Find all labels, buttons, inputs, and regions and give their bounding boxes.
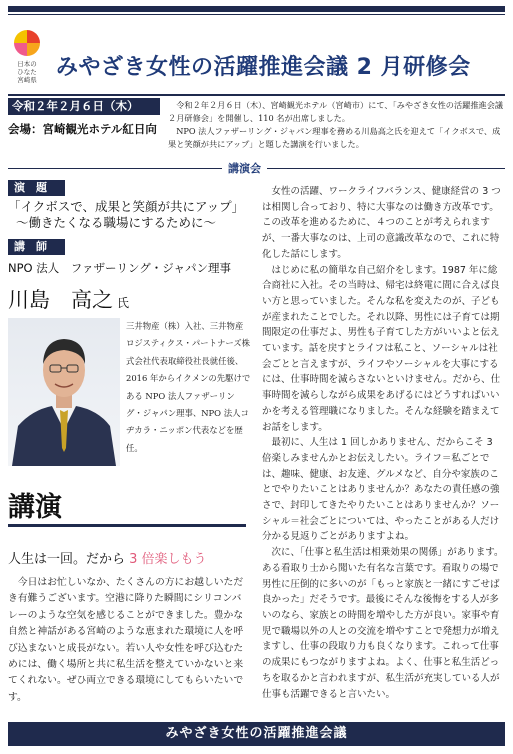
lecture-heading: 講演 xyxy=(8,492,62,523)
speaker-name: 川島 高之 xyxy=(8,288,113,312)
lecture-subheading xyxy=(8,548,207,567)
theme-line: 「イクボスで、成果と笑顔が共にアップ」 xyxy=(8,199,245,214)
title-rule xyxy=(8,94,505,96)
theme-subline: 〜働きたくなる職場にするために〜 xyxy=(16,215,217,230)
lecture-theme xyxy=(8,199,254,231)
logo-text: 日本の ひなた 宮崎県 xyxy=(17,60,37,84)
speaker-name-line xyxy=(8,284,129,314)
body-paragraph: 今日はお忙しいなか、たくさんの方にお越しいただき有難うございます。空港に降りた瞬間にシリコンバレーのような空気を感じることができました。豊かな自然と神話がある宮崎のような恵まれた環境に人を呼び込まないと成長がない。若い人や女性を呼び込むためには、働く場所と共に私生活を整えていかないと来てくれない。ぜひ両立できる環境にしてもらいたいです。 xyxy=(8,577,244,703)
section-label: 講演会 xyxy=(222,160,267,176)
right-column-text xyxy=(262,184,505,702)
intro-paragraph: NPO 法人ファザーリング・ジャパン理事を務める川島高之氏を迎えて「イクボスで、成果と笑顔が共にアップ」と題した講演を行いました。 xyxy=(168,126,501,149)
left-column-text xyxy=(8,575,246,706)
speaker-organization: NPO 法人 ファザーリング・ジャパン理事 xyxy=(8,261,232,275)
top-bar xyxy=(8,6,505,12)
body-paragraph: 女性の活躍、ワークライフバランス、健康経営の 3 つは相関し合っており、特に大事なのは働き方改革です。この改革を進めるために、４つのことが考えられますが、一番大事なのは、上司の意識改革なので、これに特化した話にします。 xyxy=(262,186,501,260)
intro-paragraph: 令和２年２月６日（木）、宮崎観光ホテル（宮崎市）にて、「みやざき女性の活躍推進会議２月研修会」を開催し、110 名が出席しました。 xyxy=(168,100,504,123)
subheading-highlight: 3 倍楽しもう xyxy=(129,552,207,567)
speaker-portrait-icon xyxy=(8,318,120,466)
top-rule xyxy=(8,14,505,15)
sun-logo-icon xyxy=(14,30,40,56)
footer-bar: みやざき女性の活躍推進会議 xyxy=(8,722,505,746)
body-paragraph: 次に、「仕事と私生活は相乗効果の関係」があります。ある看取り士から聞いた有名な言葉です。看取りの場で男性に圧倒的に多いのが「もっと家族と一緒にすごせば良かった」だそうです。最後にそんな後悔をする人が多いのなら、家族との時間を増やした方が良い。家事や育児で職場以外の人との交流を増やすことで発想力が増えますし、仕事の段取り力も良くなります。これって仕事の成果にもつながりますよね。よく、仕事と私生活どっちを取るかと言われますが、私生活が充実している人が仕事も活躍できると言いたい。 xyxy=(262,547,504,700)
speaker-photo xyxy=(8,318,120,466)
page-title: みやざき女性の活躍推進会議 2 月研修会 xyxy=(56,55,471,80)
event-venue: 会場：宮崎観光ホテル紅日向 xyxy=(8,122,157,136)
speaker-honorific: 氏 xyxy=(117,296,130,310)
subheading-text: 人生は一回。だから xyxy=(8,552,130,567)
speaker-bio: 三井物産（株）入社、三井物産ロジスティクス・パートナーズ株式会社代表取締役社長就任後、2016 年からイクメンの先駆けである NPO 法人ファザーリング・ジャパン理事、NPO 法人コヂカラ・ニッポン代表などを歴任。 xyxy=(126,321,251,453)
event-date: 令和２年２月６日（木） xyxy=(8,98,160,115)
lecture-heading-rule xyxy=(8,524,246,527)
body-paragraph: はじめに私の簡単な自己紹介をします。1987 年に総合商社に入社。その当時は、帰宅は終電に間に合えば良い方と思っていました。そんな私を変えたのが、子どもが産まれたことでした。それ以降、男性には子育ては期間限定の仕事だよ、男性も子育てした方がいいよと伝えています。話を戻すとライフは私こと、ソーシャルは社会ごとと言えますが、ライフやソーシャルを大事にするには、仕事時間を減らさないといけません。だから、仕事時間を減らしながら成果をあげるにはどうすればいいかを考える管理職になりました。そんな経験を踏まえてお話をします。 xyxy=(262,264,501,433)
intro-text xyxy=(168,99,505,151)
body-paragraph: 最初に、人生は 1 回しかありません、だからこそ 3 倍楽しみませんかとお伝えしたい。ライフ＝私ごとでは、趣味、健康、お友達、グルメなど、自分や家族のことでやりたいことはありませんか？あなたの責任感の強さで、封印してきたやりたいことはありませんか？ソーシャル＝社会ごとについては、やったことがある人だけ分かる見返りごとがありますよね。 xyxy=(262,437,500,543)
theme-tag: 演 題 xyxy=(8,180,65,196)
miyazaki-logo xyxy=(12,30,42,92)
speaker-tag: 講 師 xyxy=(8,239,65,255)
